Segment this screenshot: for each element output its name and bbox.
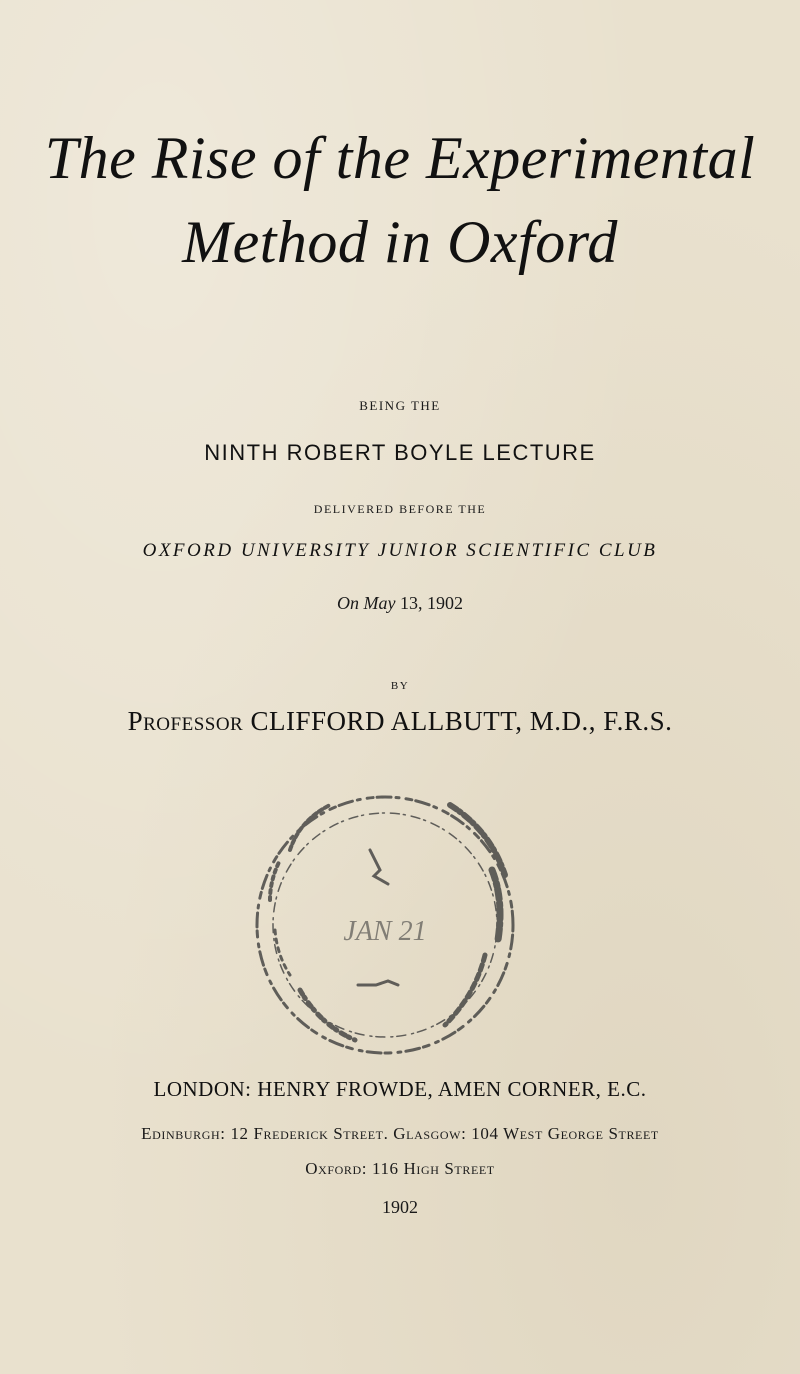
delivered-before-text: DELIVERED BEFORE THE bbox=[313, 502, 487, 516]
book-title-line-2: Method in Oxford bbox=[182, 209, 618, 275]
publication-year: 1902 bbox=[382, 1197, 418, 1217]
lecture-name: NINTH ROBERT BOYLE LECTURE bbox=[204, 440, 596, 465]
being-the-text: BEING THE bbox=[359, 398, 441, 413]
club-name: OXFORD UNIVERSITY JUNIOR SCIENTIFIC CLUB bbox=[142, 540, 658, 561]
stamp-date-text: JAN 21 bbox=[343, 916, 427, 947]
date-rest: 13, 1902 bbox=[399, 593, 463, 613]
lecture-date bbox=[0, 593, 800, 614]
author-name: CLIFFORD ALLBUTT, M.D., F.R.S. bbox=[250, 706, 673, 736]
branch-addresses-1: Edinburgh: 12 Frederick Street. Glasgow: 104 West George Street bbox=[141, 1124, 659, 1143]
by-text: BY bbox=[390, 680, 410, 692]
branch-addresses-2: Oxford: 116 High Street bbox=[305, 1159, 495, 1178]
book-title-line-1: The Rise of the Experimental bbox=[44, 125, 756, 191]
library-stamp-icon bbox=[230, 760, 540, 1100]
date-prefix: On bbox=[337, 593, 359, 613]
publisher-line: LONDON: HENRY FROWDE, AMEN CORNER, E.C. bbox=[153, 1077, 647, 1101]
author-line bbox=[0, 706, 800, 737]
date-month: May bbox=[363, 593, 396, 613]
author-title: Professor bbox=[127, 706, 244, 736]
